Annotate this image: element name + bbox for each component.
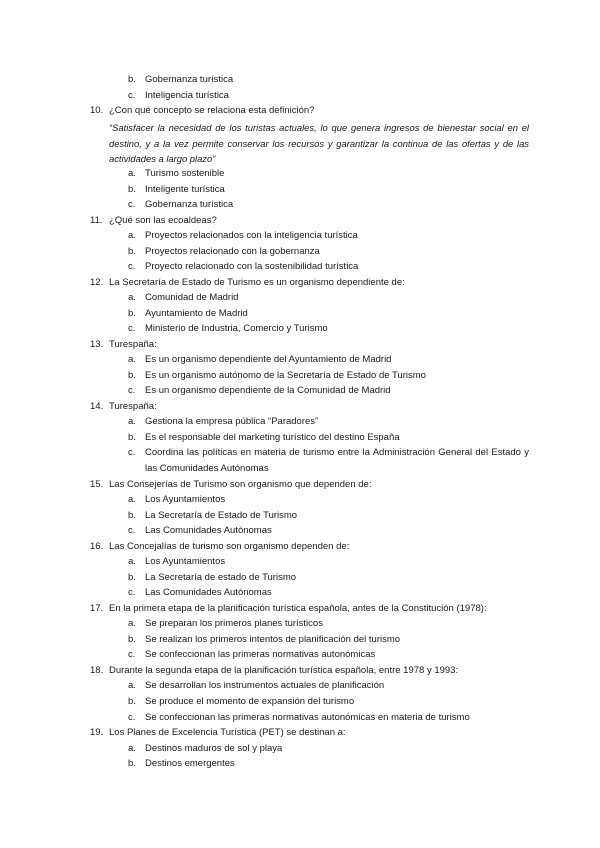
list-item: b. Es el responsable del marketing turístico del destino España	[128, 432, 400, 443]
option-text: Es un organismo dependiente de la Comunidad de Madrid	[145, 385, 391, 396]
question-text: Los Planes de Excelencia Turística (PET) se destinan a:	[109, 727, 346, 738]
option-text: Gobernanza turística	[145, 74, 234, 85]
question: 11. ¿Qué son las ecoaldeas?	[90, 215, 217, 226]
option-text: Turismo sostenible	[145, 168, 225, 179]
option-text: Los Ayuntamientos	[145, 556, 226, 567]
option-text: Se confeccionan las primeras normativas autonómicas	[145, 649, 376, 660]
list-item: b. Inteligente turística	[128, 184, 225, 195]
list-item: b. La Secretaría de estado de Turismo	[128, 572, 297, 583]
option-text: La Secretaría de Estado de Turismo	[145, 510, 298, 521]
option-text: Proyecto relacionado con la sostenibilidad turística	[145, 261, 359, 272]
question: 18. Durante la segunda etapa de la planificación turística española, entre 1978 y 1993:	[90, 665, 459, 676]
list-item: a. Gestiona la empresa pública “Paradores”	[128, 416, 319, 427]
question: 14. Turespaña:	[90, 401, 157, 412]
question-text: Las Concejalías de turismo son organismo dependen de:	[109, 541, 350, 552]
question-text: Durante la segunda etapa de la planificación turística española, entre 1978 y 1993:	[109, 665, 459, 676]
list-item: b. Destinos emergentes	[128, 758, 235, 769]
option-text: Se preparan los primeros planes turísticos	[145, 618, 323, 629]
option-text: Gestiona la empresa pública “Paradores”	[145, 416, 319, 427]
option-text: Destinos maduros de sol y playa	[145, 743, 283, 754]
list-item: b. Ayuntamiento de Madrid	[128, 308, 248, 319]
list-item: b. La Secretaría de Estado de Turismo	[128, 510, 298, 521]
option-text: Destinos emergentes	[145, 758, 235, 769]
list-item: c. Se confeccionan las primeras normativas autonómicas	[128, 649, 376, 660]
option-text: Se confeccionan las primeras normativas autonómicas en materia de turismo	[145, 712, 470, 723]
question: 19. Los Planes de Excelencia Turística (PET) se destinan a:	[90, 727, 346, 738]
option-text: Es un organismo dependiente del Ayuntamiento de Madrid	[145, 354, 392, 365]
option-text: Gobernanza turística	[145, 199, 234, 210]
list-item: c. Proyecto relacionado con la sostenibilidad turística	[128, 261, 359, 272]
option-text: Ministerio de Industria, Comercio y Turismo	[145, 323, 328, 334]
option-text: Inteligencia turística	[145, 90, 229, 101]
option-text: La Secretaría de estado de Turismo	[145, 572, 297, 583]
question: 12. La Secretaría de Estado de Turismo es un organismo dependiente de:	[90, 277, 405, 288]
question-text: ¿Con qué concepto se relaciona esta definición?	[109, 105, 315, 116]
list-item: c. Ministerio de Industria, Comercio y Turismo	[128, 323, 328, 334]
option-text: Las Comunidades Autónomas	[145, 587, 272, 598]
question: 13. Turespaña:	[90, 339, 157, 350]
list-item: a. Los Ayuntamientos	[128, 494, 226, 505]
option-text: Proyectos relacionado con la gobernanza	[145, 246, 320, 257]
question: 15. Las Consejerías de Turismo son organismo que dependen de:	[90, 479, 372, 490]
question-text: Turespaña:	[109, 339, 157, 350]
list-item: c. Es un organismo dependiente de la Comunidad de Madrid	[128, 385, 391, 396]
list-item: a. Proyectos relacionados con la inteligencia turística	[128, 230, 358, 241]
list-item: a. Turismo sostenible	[128, 168, 225, 179]
question-text: ¿Qué son las ecoaldeas?	[109, 215, 217, 226]
option-text: Las Comunidades Autónomas	[145, 525, 272, 536]
list-item: a. Se preparan los primeros planes turísticos	[128, 618, 323, 629]
option-text: Ayuntamiento de Madrid	[145, 308, 248, 319]
list-item: c. Gobernanza turística	[128, 199, 234, 210]
list-item: a. Los Ayuntamientos	[128, 556, 226, 567]
list-item: c. Las Comunidades Autónomas	[128, 587, 272, 598]
list-item: a. Se desarrollan los instrumentos actuales de planificación	[128, 680, 385, 691]
list-item: b. Se realizan los primeros intentos de planificación del turismo	[128, 634, 401, 645]
list-item: c.	[128, 447, 136, 458]
list-item: b. Gobernanza turística	[128, 74, 234, 85]
option-text: Se realizan los primeros intentos de planificación del turismo	[145, 634, 401, 645]
list-item: c. Inteligencia turística	[128, 90, 229, 101]
option-text: Los Ayuntamientos	[145, 494, 226, 505]
list-item: c. Se confeccionan las primeras normativas autonómicas en materia de turismo	[128, 712, 470, 723]
list-item: b. Proyectos relacionado con la gobernanza	[128, 246, 320, 257]
option-text: Se produce el momento de expansión del turismo	[145, 696, 355, 707]
definition-quote: “Satisfacer la necesidad de los turistas actuales, lo que genera ingresos de bienestar social en el destino, y a la vez permite conservar los recursos y garantizar la continua de las ofertas y de las actividades a largo plazo”	[109, 122, 529, 164]
question: 16. Las Concejalías de turismo son organismo dependen de:	[90, 541, 350, 552]
question-text: Turespaña:	[109, 401, 157, 412]
list-item: b. Se produce el momento de expansión del turismo	[128, 696, 355, 707]
option-text: Se desarrollan los instrumentos actuales de planificación	[145, 680, 385, 691]
option-text: Es el responsable del marketing turístico del destino España	[145, 432, 400, 443]
option-text: Proyectos relacionados con la inteligencia turística	[145, 230, 358, 241]
list-item: b. Es un organismo autónomo de la Secretaría de Estado de Turismo	[128, 370, 426, 381]
option-text: Inteligente turística	[145, 184, 225, 195]
list-item: a. Destinos maduros de sol y playa	[128, 743, 283, 754]
option-text: Comunidad de Madrid	[145, 292, 239, 303]
question-text: La Secretaría de Estado de Turismo es un organismo dependiente de:	[109, 277, 405, 288]
option-text: Es un organismo autónomo de la Secretaría de Estado de Turismo	[145, 370, 426, 381]
question-text: En la primera etapa de la planificación turística española, antes de la Constitución (1978):	[109, 603, 487, 614]
question: 10. ¿Con qué concepto se relaciona esta definición?	[90, 105, 315, 116]
option-text: Coordina las políticas en materia de turismo entre la Administración General del Estado y las Comunidades Autónomas	[145, 447, 529, 474]
list-item: a. Es un organismo dependiente del Ayuntamiento de Madrid	[128, 354, 392, 365]
list-item: a. Comunidad de Madrid	[128, 292, 239, 303]
list-item: c. Las Comunidades Autónomas	[128, 525, 272, 536]
question: 17. En la primera etapa de la planificación turística española, antes de la Constitución (1978):	[90, 603, 487, 614]
question-text: Las Consejerías de Turismo son organismo que dependen de:	[109, 479, 372, 490]
